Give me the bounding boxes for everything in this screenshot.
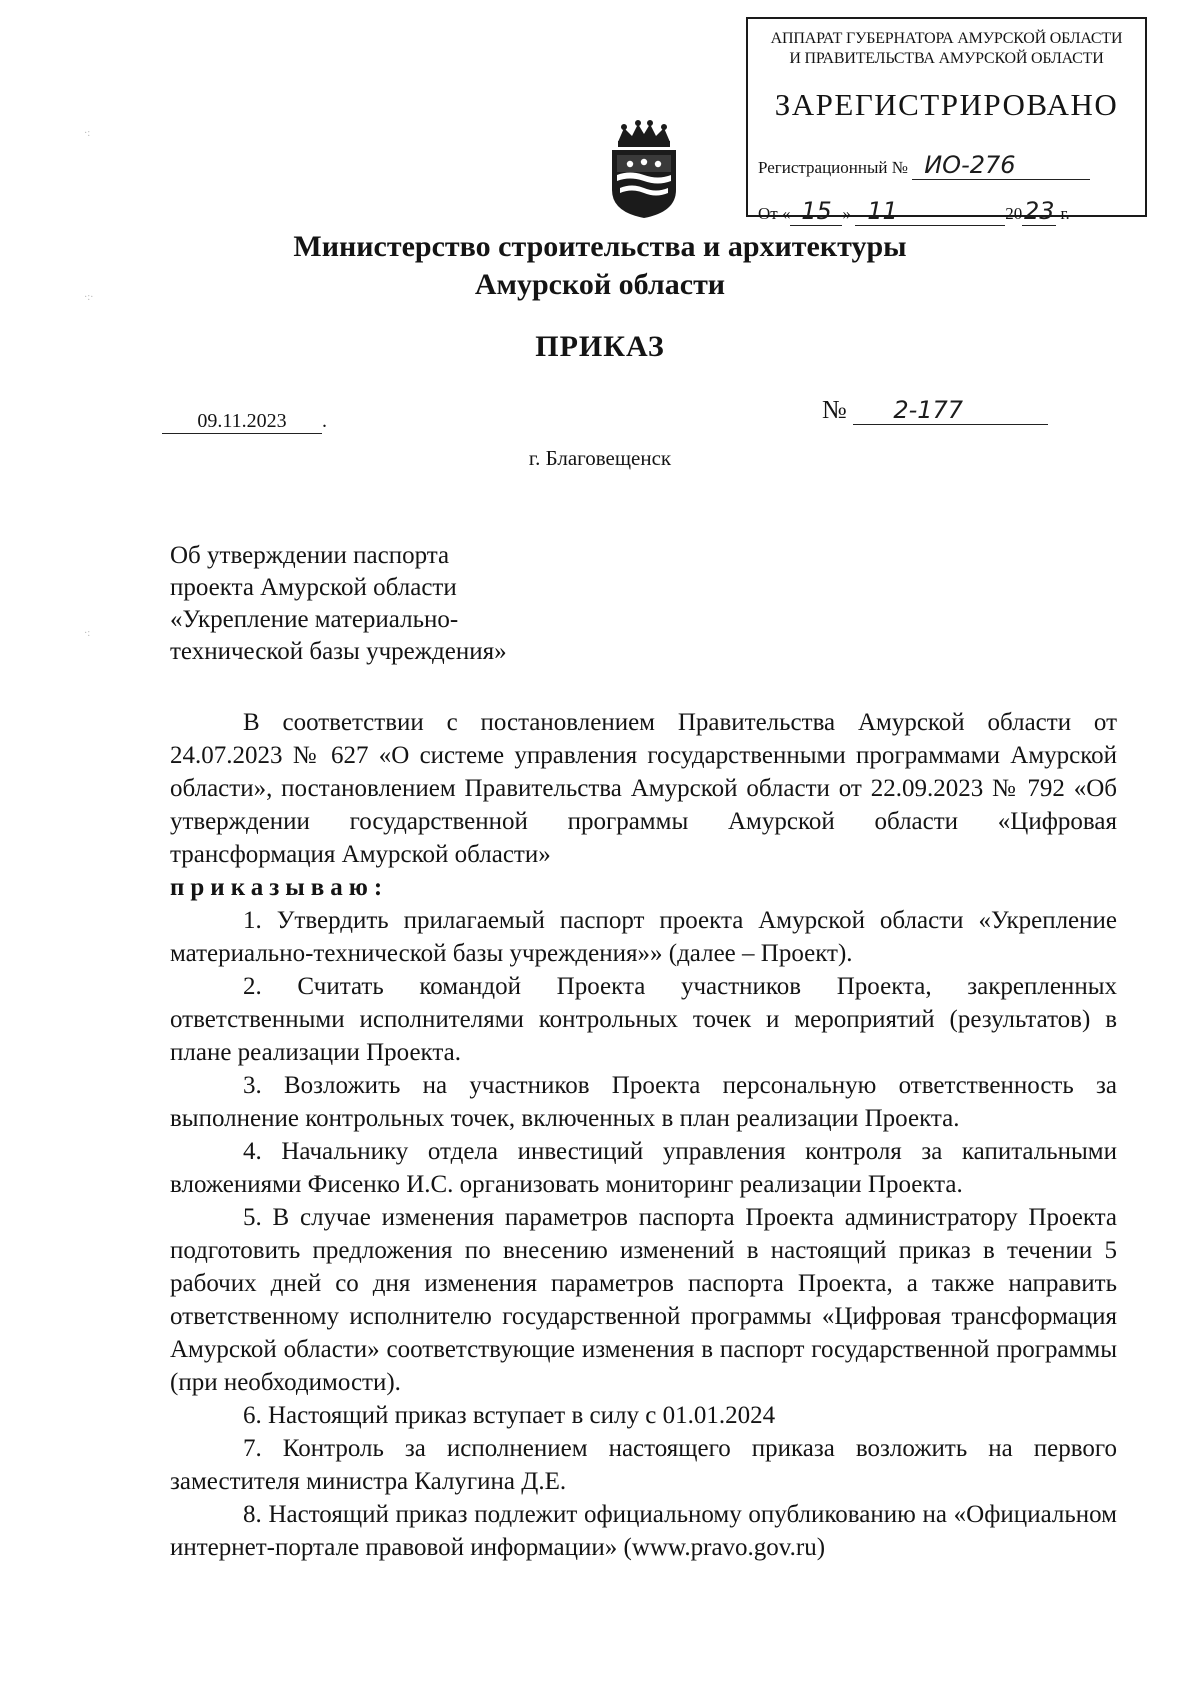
stamp-year-suffix: 23	[1023, 197, 1055, 225]
order-item-4: 4. Начальнику отдела инвестиций управления контроля за капитальными вложениями Фисенко И.С. организовать мониторинг реализации Проекта.	[170, 1138, 1117, 1198]
order-subject	[170, 540, 507, 668]
order-item-1: 1. Утвердить прилагаемый паспорт проекта Амурской области «Укрепление материально-технической базы учреждения»» (далее – Проект).	[170, 907, 1117, 967]
ministry-name-line1: Министерство строительства и архитектуры	[293, 230, 907, 263]
subject-line: технической базы учреждения»	[170, 638, 507, 665]
order-item-3: 3. Возложить на участников Проекта персональную ответственность за выполнение контрольных точек, включенных в план реализации Проекта.	[170, 1072, 1117, 1132]
order-number-sign: №	[822, 395, 847, 424]
stamp-org-line2: И ПРАВИТЕЛЬСТВА АМУРСКОЙ ОБЛАСТИ	[789, 50, 1104, 67]
stamp-org-line1: АППАРАТ ГУБЕРНАТОРА АМУРСКОЙ ОБЛАСТИ	[770, 30, 1123, 47]
order-body	[170, 706, 1117, 1564]
subject-line: «Укрепление материально-	[170, 606, 459, 633]
stamp-year-unit: г.	[1060, 204, 1070, 223]
order-date-dot: .	[322, 410, 327, 432]
stamp-title: ЗАРЕГИСТРИРОВАНО	[774, 87, 1119, 122]
preamble-paragraph: В соответствии с постановлением Правительства Амурской области от 24.07.2023 № 627 «О системе управления государственными программами Амурской области», постановлением Правительства Амурской области от 22.09.2023 № 792 «Об утверждении государственной программы Амурской области «Цифровая трансформация Амурской области»	[170, 709, 1117, 868]
order-item-2: 2. Считать командой Проекта участников Проекта, закрепленных ответственными исполнителями контрольных точек и мероприятий (результатов) в плане реализации Проекта.	[170, 973, 1117, 1066]
scan-mark: ·:	[84, 128, 91, 139]
scan-mark: ·:	[84, 628, 91, 639]
registration-stamp	[746, 17, 1147, 225]
stamp-reg-label: Регистрационный №	[758, 158, 908, 177]
stamp-from-label: От «	[758, 204, 791, 223]
stamp-reg-row	[758, 151, 1137, 180]
subject-line: Об утверждении паспорта	[170, 542, 450, 569]
stamp-month: 11	[855, 197, 1005, 226]
order-number-value: 2-177	[853, 396, 1048, 425]
order-number	[822, 395, 1048, 425]
scan-mark: ·:·	[84, 292, 94, 303]
amur-region-coat-of-arms-icon	[604, 120, 684, 220]
order-date	[162, 410, 327, 434]
stamp-day: 15	[790, 197, 842, 226]
order-date-value: 09.11.2023	[162, 410, 322, 434]
stamp-reg-number: ИО-276	[912, 151, 1090, 180]
order-item-5: 5. В случае изменения параметров паспорта Проекта администратору Проекта подготовить предложения по внесению изменений в настоящий приказ в течении 5 рабочих дней со дня изменения параметров паспорта Проекта, а также направить ответственному исполнителю государственной программы «Цифровая трансформация Амурской области» соответствующие изменения в паспорт государственной программы (при необходимости).	[170, 1204, 1117, 1396]
order-item-8: 8. Настоящий приказ подлежит официальному опубликованию на «Официальном интернет-портале правовой информации» (www.pravo.gov.ru)	[170, 1501, 1117, 1561]
subject-line: проекта Амурской области	[170, 574, 457, 601]
stamp-month-sep: »	[842, 204, 851, 223]
order-city: г. Благовещенск	[528, 446, 672, 470]
order-item-6: 6. Настоящий приказ вступает в силу с 01.01.2024	[243, 1402, 776, 1429]
order-item-7: 7. Контроль за исполнением настоящего приказа возложить на первого заместителя министра Калугина Д.Е.	[170, 1435, 1117, 1495]
stamp-date-row	[758, 197, 1137, 226]
order-directive-word: приказываю:	[170, 874, 389, 901]
document-type-title: ПРИКАЗ	[535, 330, 665, 363]
stamp-year-prefix: 20	[1005, 204, 1023, 223]
ministry-name-line2: Амурской области	[474, 268, 726, 301]
